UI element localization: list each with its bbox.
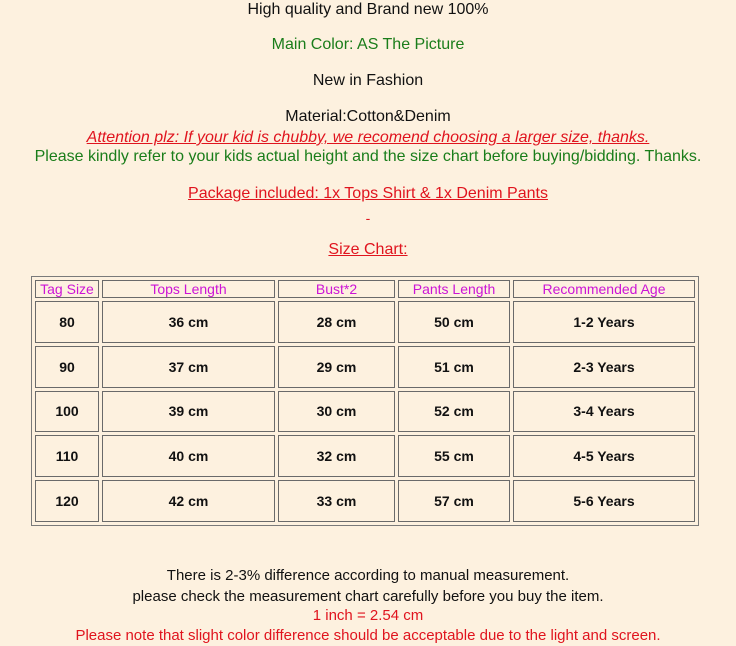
size-chart-table (31, 276, 699, 526)
header-bust: Bust*2 (278, 280, 395, 298)
check-chart-text: please check the measurement chart carefully before you buy the item. (132, 588, 604, 605)
separator-dash: - (365, 210, 371, 226)
cell-recommended-age: 5-6 Years (513, 480, 695, 522)
cell-tag-size: 90 (35, 346, 99, 388)
cell-recommended-age: 3-4 Years (513, 391, 695, 433)
size-chart-title: Size Chart: (328, 241, 408, 258)
quality-text: High quality and Brand new 100% (247, 1, 489, 18)
cell-pants-length: 55 cm (398, 435, 510, 477)
color-difference-note: Please note that slight color difference should be acceptable due to the light and screen. (75, 627, 661, 644)
main-color-text: Main Color: AS The Picture (271, 36, 465, 53)
table-row (35, 435, 695, 477)
table-row (35, 346, 695, 388)
header-pants-length: Pants Length (398, 280, 510, 298)
cell-bust: 30 cm (278, 391, 395, 433)
inch-conversion-text: 1 inch = 2.54 cm (312, 607, 424, 624)
cell-tag-size: 100 (35, 391, 99, 433)
cell-pants-length: 52 cm (398, 391, 510, 433)
cell-recommended-age: 4-5 Years (513, 435, 695, 477)
cell-bust: 28 cm (278, 301, 395, 343)
measurement-difference-text: There is 2-3% difference according to manual measurement. (166, 567, 570, 584)
header-tag-size: Tag Size (35, 280, 99, 298)
cell-tag-size: 80 (35, 301, 99, 343)
table-row (35, 301, 695, 343)
cell-pants-length: 51 cm (398, 346, 510, 388)
table-row (35, 480, 695, 522)
package-included-text: Package included: 1x Tops Shirt & 1x Denim Pants (188, 185, 548, 202)
fashion-text: New in Fashion (312, 72, 424, 89)
attention-text: Attention plz: If your kid is chubby, we recomend choosing a larger size, thanks. (86, 129, 650, 146)
cell-tops-length: 37 cm (102, 346, 275, 388)
cell-bust: 32 cm (278, 435, 395, 477)
table-header-row (35, 280, 695, 298)
cell-bust: 29 cm (278, 346, 395, 388)
cell-tag-size: 120 (35, 480, 99, 522)
header-recommended-age: Recommended Age (513, 280, 695, 298)
cell-tag-size: 110 (35, 435, 99, 477)
cell-tops-length: 42 cm (102, 480, 275, 522)
material-text: Material:Cotton&Denim (285, 108, 451, 125)
header-tops-length: Tops Length (102, 280, 275, 298)
cell-pants-length: 57 cm (398, 480, 510, 522)
cell-tops-length: 39 cm (102, 391, 275, 433)
table-row (35, 391, 695, 433)
cell-bust: 33 cm (278, 480, 395, 522)
cell-pants-length: 50 cm (398, 301, 510, 343)
cell-tops-length: 40 cm (102, 435, 275, 477)
refer-size-text: Please kindly refer to your kids actual height and the size chart before buying/bidding. Thanks. (34, 148, 702, 165)
cell-recommended-age: 2-3 Years (513, 346, 695, 388)
cell-tops-length: 36 cm (102, 301, 275, 343)
cell-recommended-age: 1-2 Years (513, 301, 695, 343)
